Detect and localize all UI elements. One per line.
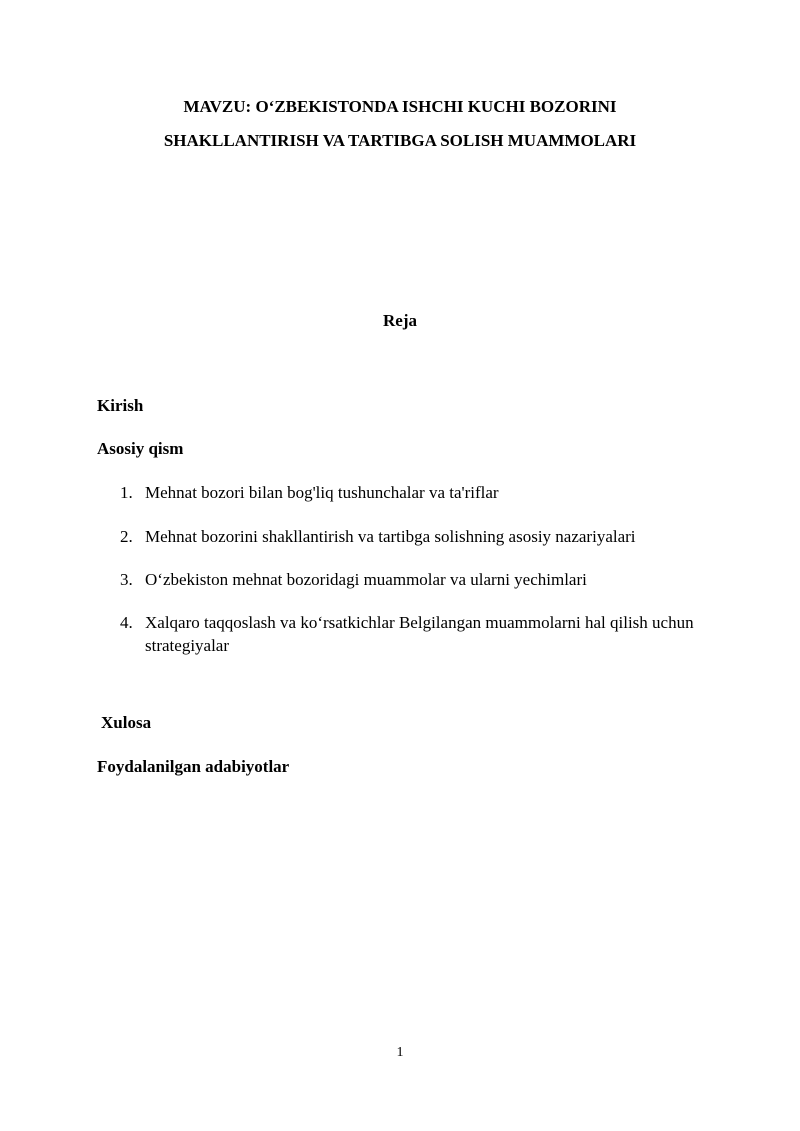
section-conclusion: Xulosa [101, 713, 152, 732]
list-item [120, 611, 720, 657]
section-references: Foydalanilgan adabiyotlar [97, 757, 290, 776]
section-intro: Kirish [97, 396, 144, 415]
list-item-text: Mehnat bozori bilan bog'liq tushunchalar va ta'riflar [145, 483, 499, 502]
list-item-number: 2. [120, 527, 133, 546]
list-item-number: 4. [120, 613, 133, 632]
section-main-part: Asosiy qism [97, 439, 184, 458]
list-item [120, 568, 720, 591]
list-item-text: O‘zbekiston mehnat bozoridagi muammolar va ularni yechimlari [145, 570, 587, 589]
list-item-text: Mehnat bozorini shakllantirish va tartibga solishning asosiy nazariyalari [145, 527, 636, 546]
list-item-text: Xalqaro taqqoslash va ko‘rsatkichlar Belgilangan muammolarni hal qilish uchun strategiyalar [145, 613, 694, 655]
list-item-number: 3. [120, 570, 133, 589]
page-number: 1 [396, 1045, 404, 1060]
list-item-number: 1. [120, 483, 133, 502]
plan-heading: Reja [383, 311, 417, 330]
document-title-line-2: SHAKLLANTIRISH VA TARTIBGA SOLISH MUAMMOLARI [163, 131, 637, 150]
list-item [120, 525, 720, 548]
list-item [120, 481, 720, 504]
document-title-line-1: MAVZU: O‘ZBEKISTONDA ISHCHI KUCHI BOZORINI [183, 97, 617, 116]
